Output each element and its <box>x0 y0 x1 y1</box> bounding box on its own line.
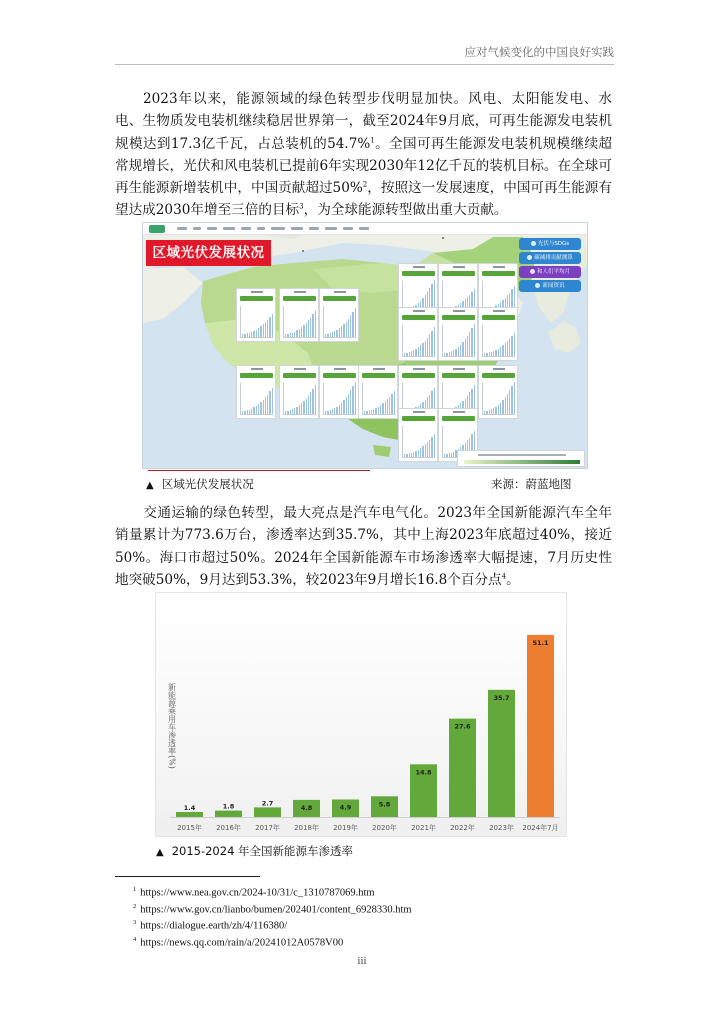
nav-item[interactable] <box>309 227 319 230</box>
province-card[interactable] <box>478 365 518 419</box>
bar-data-label: 51.1 <box>532 638 549 647</box>
nev-penetration-chart <box>155 592 567 837</box>
nav-item[interactable] <box>207 227 217 230</box>
card-mini-chart <box>482 383 515 415</box>
card-value-badge <box>482 271 515 276</box>
footnote-link[interactable]: https://news.qq.com/rain/a/20241012A0578V00 <box>140 937 344 949</box>
card-value-badge <box>402 315 435 320</box>
map-legend <box>457 450 585 467</box>
chart-bar <box>527 635 554 817</box>
card-value-badge <box>442 373 475 378</box>
x-tick-label: 2017年 <box>255 824 280 832</box>
card-mini-chart <box>402 325 435 357</box>
running-header: 应对气候变化的中国良好实践 <box>464 45 614 59</box>
card-mini-chart <box>283 383 316 415</box>
bar-data-label: 27.6 <box>454 722 471 731</box>
footnote-rule <box>115 876 260 877</box>
card-value-badge <box>283 373 316 378</box>
nav-item[interactable] <box>343 227 353 230</box>
province-card[interactable] <box>236 288 276 342</box>
paragraph-text: 。 <box>506 571 520 588</box>
nav-item[interactable] <box>271 227 285 230</box>
card-mini-chart <box>442 325 475 357</box>
nav-item[interactable] <box>325 227 337 230</box>
x-tick-label: 2019年 <box>333 824 358 832</box>
footnote-number: 4 <box>133 936 137 944</box>
card-value-badge <box>442 315 475 320</box>
page-number: iii <box>357 955 367 967</box>
chart-bar <box>215 811 242 817</box>
card-value-badge <box>323 296 356 301</box>
x-tick-label: 2024年7月 <box>522 824 559 832</box>
button-icon <box>530 269 535 274</box>
province-card[interactable] <box>398 408 438 462</box>
bar-data-label: 1.4 <box>183 804 196 812</box>
legend-title <box>478 454 566 456</box>
card-mini-chart <box>240 306 273 338</box>
card-title <box>251 368 263 370</box>
figure1-caption-text: 区域光伏发展状况 <box>161 477 254 491</box>
paragraph-transport <box>115 502 612 591</box>
header-rule <box>115 64 614 65</box>
card-title <box>294 291 306 293</box>
map-button-label: 和人们平均月 <box>536 269 570 275</box>
pv-map-figure <box>142 222 588 469</box>
map-button-carbon[interactable] <box>519 252 581 264</box>
map-button-pv-sdgs[interactable] <box>519 238 581 250</box>
map-button-label: 新闻资讯 <box>542 283 565 289</box>
nav-item[interactable] <box>223 227 235 230</box>
figure1-caption <box>146 476 254 492</box>
card-title <box>294 368 306 370</box>
figure1-source: 来源：蔚蓝地图 <box>491 477 572 491</box>
chart-canvas <box>156 593 568 838</box>
figure2-caption-text: 2015-2024 年全国新能源车渗透率 <box>171 844 354 858</box>
card-title <box>453 310 465 312</box>
button-icon <box>531 241 536 246</box>
footnote-link[interactable]: https://www.gov.cn/lianbo/bumen/202401/content_6928330.htm <box>140 904 412 916</box>
card-mini-chart <box>482 325 515 357</box>
card-mini-chart <box>362 383 395 415</box>
card-title <box>334 368 346 370</box>
map-button-label: 光伏与SDGs <box>537 241 570 247</box>
chart-bar <box>254 807 281 817</box>
button-icon <box>535 283 540 288</box>
card-title <box>453 266 465 268</box>
card-title <box>413 411 425 413</box>
card-title <box>334 291 346 293</box>
footnote-ref[interactable]: 3 <box>299 202 304 211</box>
province-card[interactable] <box>319 288 359 342</box>
footnote <box>133 900 412 917</box>
card-mini-chart <box>402 426 435 458</box>
province-card[interactable] <box>279 288 319 342</box>
bar-data-label: 35.7 <box>493 693 510 702</box>
triangle-icon: ▲ <box>156 847 164 858</box>
map-button-label: 碳减排贡献测算 <box>534 255 573 261</box>
card-title <box>413 266 425 268</box>
footnote <box>133 916 412 933</box>
footnote-number: 1 <box>133 886 137 893</box>
card-title <box>373 368 385 370</box>
province-card[interactable] <box>438 307 478 361</box>
province-card[interactable] <box>478 307 518 361</box>
paragraph-text: 交通运输的绿色转型，最大亮点是汽车电气化。2023年全国新能源汽车全年销量累计为773.6万台，渗透率达到35.7%，其中上海2023年底超过40%，接近50%。海口市超过50%。2024年全国新能源车市场渗透率大幅提速，7月历史性地突破50%，9月达到53.3%，较2023年9月增长16.8个百分点 <box>115 505 612 588</box>
bar-data-label: 5.8 <box>378 800 391 809</box>
footnote-ref[interactable]: 2 <box>362 180 368 189</box>
province-card[interactable] <box>279 365 319 419</box>
paragraph-text: ，为全球能源转型做出重大贡献。 <box>303 202 508 219</box>
figure2-caption <box>156 843 353 859</box>
footnote-ref[interactable]: 4 <box>501 572 507 581</box>
card-value-badge <box>240 296 273 301</box>
bar-data-label: 4.8 <box>300 803 313 812</box>
chart-bar <box>176 812 203 817</box>
footnote <box>133 883 412 900</box>
x-tick-label: 2020年 <box>372 824 397 832</box>
button-icon <box>527 255 532 260</box>
card-value-badge <box>402 416 435 421</box>
paragraph-text: ，按照这一发展速度，中国可再生能源有望达成2030年增至三倍的目标 <box>115 180 613 219</box>
map-toolbar <box>143 223 588 235</box>
paragraph-text: 2023年以来，能源领域的绿色转型步伐明显加快。风电、太阳能发电、水电、生物质发电装机继续稳居世界第一，截至2024年9月底，可再生能源发电装机规模达到17.3亿千瓦，占总装机的54.7% <box>115 91 612 152</box>
paragraph-text: 。全国可再生能源发电装机规模继续超常规增长，光伏和风电装机已提前6年实现2030年12亿千瓦的装机目标。在全球可再生能源新增装机中，中国贡献超过50% <box>115 135 613 197</box>
x-tick-label: 2018年 <box>294 824 319 832</box>
card-title <box>493 266 505 268</box>
nav-item[interactable] <box>241 227 251 230</box>
card-mini-chart <box>323 383 356 415</box>
card-mini-chart <box>240 383 273 415</box>
legend-color-scale <box>464 460 580 464</box>
bar-data-label: 14.8 <box>415 768 432 777</box>
card-title <box>493 310 505 312</box>
footnote-number: 2 <box>133 902 137 910</box>
card-title <box>413 368 425 370</box>
card-value-badge <box>402 373 435 378</box>
map-banner-title: 区域光伏发展状况 <box>146 240 271 266</box>
card-mini-chart <box>283 306 316 338</box>
card-value-badge <box>283 296 316 301</box>
card-title <box>413 310 425 312</box>
footnote <box>133 933 412 950</box>
card-title <box>453 368 465 370</box>
map-button-news[interactable] <box>519 280 581 292</box>
bar-data-label: 4.9 <box>339 803 352 812</box>
card-value-badge <box>362 373 395 378</box>
card-title <box>453 411 465 413</box>
x-tick-label: 2016年 <box>216 824 241 832</box>
card-value-badge <box>323 373 356 378</box>
footnote-link[interactable]: https://dialogue.earth/zh/4/116380/ <box>140 920 288 932</box>
province-card[interactable] <box>236 365 276 419</box>
card-title <box>493 368 505 370</box>
footnote-link[interactable]: https://www.nea.gov.cn/2024-10/31/c_1310787069.htm <box>140 887 375 899</box>
nav-item[interactable] <box>193 227 201 230</box>
card-value-badge <box>442 416 475 421</box>
province-card[interactable] <box>398 307 438 361</box>
x-tick-label: 2015年 <box>177 824 202 832</box>
footnote-number: 3 <box>133 919 137 927</box>
card-value-badge <box>482 315 515 320</box>
chart-bar <box>488 690 515 817</box>
y-axis-label: 新能源乘用车渗透率(%) <box>167 683 177 769</box>
nav-item[interactable] <box>359 227 369 230</box>
card-value-badge <box>442 271 475 276</box>
bar-data-label: 2.7 <box>261 799 274 808</box>
card-value-badge <box>402 271 435 276</box>
nav-item[interactable] <box>257 227 265 230</box>
paragraph-energy-transition <box>115 88 612 222</box>
triangle-icon: ▲ <box>146 480 154 491</box>
x-tick-label: 2021年 <box>411 824 436 832</box>
card-mini-chart <box>323 306 356 338</box>
x-tick-label: 2023年 <box>489 824 514 832</box>
bar-data-label: 1.8 <box>222 802 235 811</box>
nav-item[interactable] <box>177 227 187 230</box>
footnotes <box>133 883 412 950</box>
card-title <box>251 291 263 293</box>
site-logo[interactable] <box>149 225 165 233</box>
x-tick-label: 2022年 <box>450 824 475 832</box>
caption-rule <box>148 470 370 471</box>
card-value-badge <box>240 373 273 378</box>
footnote-ref[interactable]: 1 <box>370 136 375 145</box>
map-button-people[interactable] <box>519 266 581 278</box>
chart-bar <box>449 719 476 817</box>
province-card[interactable] <box>319 365 359 419</box>
nav-item[interactable] <box>291 227 303 230</box>
province-card[interactable] <box>358 365 398 419</box>
card-value-badge <box>482 373 515 378</box>
